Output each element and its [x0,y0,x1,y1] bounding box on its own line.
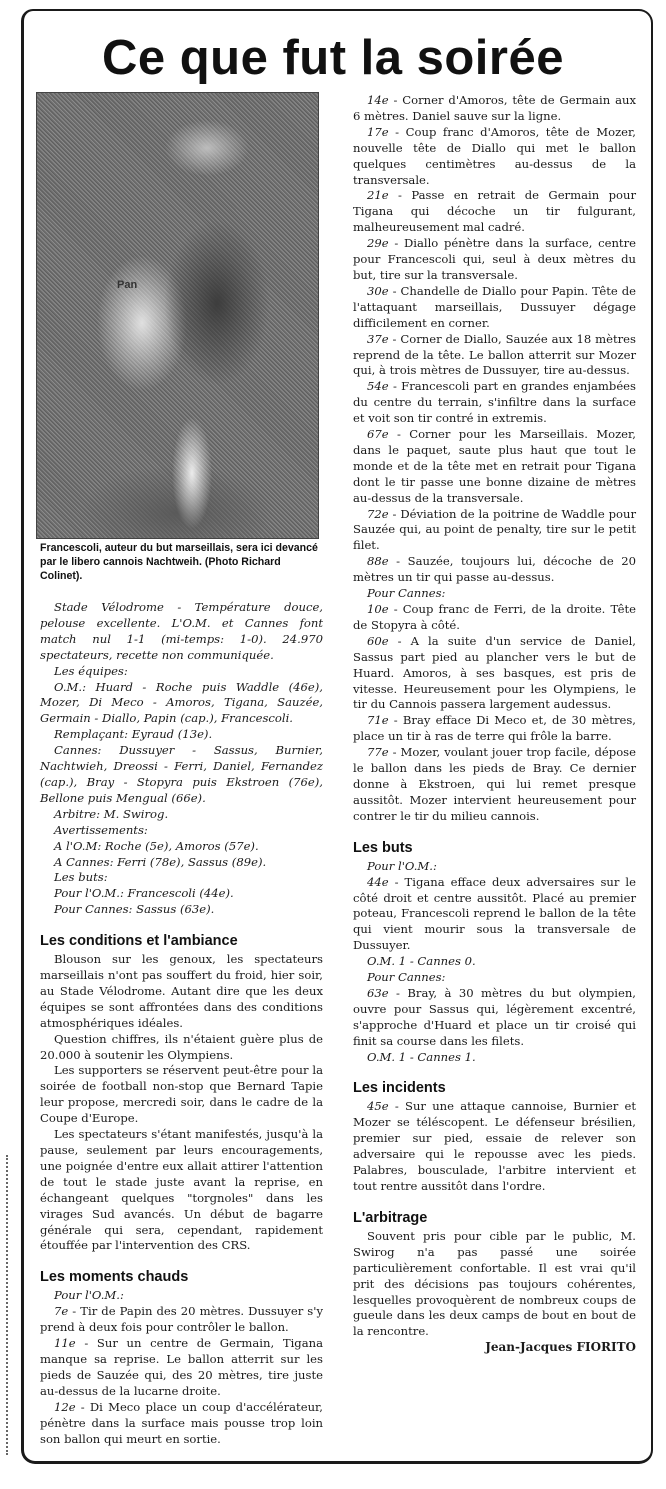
teams-label: Les équipes: [54,663,128,678]
event-item: 21e - Passe en retrait de Germain pour Tigana qui décoche un tir fulgurant, malheureusement mal cadré. [353,188,636,235]
section-title-hot-moments: Les moments chauds [40,1269,189,1286]
event-item: 7e - Tir de Papin des 20 mètres. Dussuyer s'y prend à deux fois pour contrôler le ballon. [40,1304,323,1335]
goals-om: Pour l'O.M.: Francescoli (44e). [54,886,234,901]
score-line: O.M. 1 - Cannes 1. [367,1049,476,1064]
om-substitute: Remplaçant: Eyraud (13e). [54,727,213,742]
conditions-paragraph: Blouson sur les genoux, les spectateurs marseillais n'ont pas souffert du froid, hier soir, au Stade Vélodrome. Autant dire que les deux équipes se sont affrontées dans des conditions atmosphériques idéales. [40,952,323,1030]
hot-moments-cannes-label: Pour Cannes: [367,586,446,601]
warnings-om: A l'O.M: Roche (5e), Amoros (57e). [54,838,259,853]
conditions-paragraph: Les supporters se réservent peut-être pour la soirée de football non-stop que Bernard Tapie leur propose, mercredi soir, dans le cadre de la Coupe d'Europe. [40,1063,323,1126]
referee-line: Arbitre: M. Swirog. [54,806,169,821]
warnings-label: Avertissements: [54,822,148,837]
section-title-goals: Les buts [353,839,413,856]
photo-caption: Francescoli, auteur du but marseillais, sera ici devancé par le libero cannois Nachtweih. (Photo Richard Colinet). [40,542,318,582]
left-column [40,600,323,1447]
om-lineup: O.M.: Huard - Roche puis Waddle (46e), Mozer, Di Meco - Amoros, Tigana, Sauzée, Germain - Diallo, Papin (cap.), Francescoli. [40,679,323,726]
refereeing-paragraph: Souvent pris pour cible par le public, M. Swirog n'a pas passé une soirée particulièrement confortable. Il est vrai qu'il prit des décisions pas toujours cohérentes, lesquelles provoquèrent de nombreux coups de gueule dans les deux camps de bout en bout de la rencontre. [353,1228,636,1339]
goal-item: 44e - Tigana efface deux adversaires sur le côté droit et centre aussitôt. Placé au premier poteau, Francescoli reprend le ballon de la tête qui vient mourir sous la transversale de Dussuyer. [353,874,636,953]
cannes-lineup: Cannes: Dussuyer - Sassus, Burnier, Nachtwieh, Dreossi - Ferri, Daniel, Fernandez (cap.), Bray - Stopyra puis Ekstroen (76e), Bellone puis Mengual (66e). [40,743,323,805]
scan-margin-dots [6,1155,10,1455]
conditions-paragraph: Question chiffres, ils n'étaient guère plus de 20.000 à soutenir les Olympiens. [40,1031,323,1062]
event-item: 88e - Sauzée, toujours lui, décoche de 20 mètres un tir qui passe au-dessus. [353,554,636,585]
goal-item: 63e - Bray, à 30 mètres du but olympien, ouvre pour Sassus qui, légèrement excentré, s'approche d'Huard et place un tir croisé qui finit sa course dans les filets. [353,985,636,1048]
warnings-cannes: A Cannes: Ferri (78e), Sassus (89e). [54,854,267,869]
event-item: 12e - Di Meco place un coup d'accélérateur, pénètre dans la surface mais pousse trop loin son ballon qui meurt en sortie. [40,1399,323,1446]
goals-om-label: Pour l'O.M.: [367,858,437,873]
section-title-incidents: Les incidents [353,1080,446,1097]
jersey-sponsor-text: Pan [117,279,138,291]
section-title-conditions: Les conditions et l'ambiance [40,933,238,950]
section-title-refereeing: L'arbitrage [353,1209,428,1226]
match-sheet [40,600,323,918]
match-photo [36,92,319,539]
event-item: 67e - Corner pour les Marseillais. Mozer, dans le paquet, saute plus haut que tout le monde et de la tête met en retrait pour Tigana dont le tir passe une bonne dizaine de mètres au-dessus de la transversale. [353,427,636,505]
goals-label: Les buts: [54,870,108,885]
event-item: 60e - A la suite d'un service de Daniel, Sassus part pied au plancher vers le but de Huard. Amoros, à ses basques, est pris de vitesse. Heureusement pour les Olympiens, le tir du Cannois passera largement audessus. [353,633,636,712]
match-intro: Stade Vélodrome - Température douce, pelouse excellente. L'O.M. et Cannes font match nul 1-1 (mi-temps: 1-0). 24.970 spectateurs, recette non communiquée. [40,600,323,662]
event-item: 71e - Bray efface Di Meco et, de 30 mètres, place un tir à ras de terre qui frôle la barre. [353,713,636,744]
byline: Jean-Jacques FIORITO [485,1340,636,1355]
event-item: 37e - Corner de Diallo, Sauzée aux 18 mètres reprend de la tête. Le ballon atterrit sur Mozer qui, à trois mètres de Dussuyer, tire au-dessus. [353,331,636,378]
article-headline: Ce que fut la soirée [101,31,564,85]
score-line: O.M. 1 - Cannes 0. [367,954,476,969]
hot-moments-om-label: Pour l'O.M.: [54,1288,124,1303]
event-item: 72e - Déviation de la poitrine de Waddle pour Sauzée qui, au point de penalty, tire sur le petit filet. [353,506,636,553]
right-column [353,93,636,1356]
incident-item: 45e - Sur une attaque cannoise, Burnier et Mozer se téléscopent. Le défenseur brésilien, premier sur pied, essaie de relever son adversaire qui le repousse avec les pieds. Palabres, bousculade, l'arbitre intervient et tout rentre aussitôt dans l'ordre. [353,1099,636,1193]
event-item: 17e - Coup franc d'Amoros, tête de Mozer, nouvelle tête de Diallo qui met le ballon quelques centimètres au-dessus de la transversale. [353,124,636,187]
event-item: 14e - Corner d'Amoros, tête de Germain aux 6 mètres. Daniel sauve sur la ligne. [353,93,636,123]
conditions-paragraph: Les spectateurs s'étant manifestés, jusqu'à la pause, seulement par leurs encouragements, une poignée d'entre eux allait attirer l'attention de tout le stade juste avant la reprise, en échangeant quelques "torgnoles" dans les virages Sud avancés. Un début de bagarre générale qui sera, cependant, rapidement étouffée par l'intervention des CRS. [40,1127,323,1253]
event-item: 77e - Mozer, voulant jouer trop facile, dépose le ballon dans les pieds de Bray. Ce dernier donne à Ekstroen, qui lui remet presque aussitôt. Mozer intervient heureusement pour contrer le tir du milieu cannois. [353,745,636,823]
goals-cannes-label: Pour Cannes: [367,970,446,985]
event-item: 54e - Francescoli part en grandes enjambées du centre du terrain, s'infiltre dans la surface et voit son tir contré in extremis. [353,379,636,426]
event-item: 10e - Coup franc de Ferri, de la droite. Tête de Stopyra à côté. [353,602,636,632]
event-item: 11e - Sur un centre de Germain, Tigana manque sa reprise. Le ballon atterrit sur les pieds de Sauzée qui, des 20 mètres, tire juste au-dessus de la lucarne droite. [40,1336,323,1398]
event-item: 30e - Chandelle de Diallo pour Papin. Tête de l'attaquant marseillais, Dussuyer dégage difficilement en corner. [353,283,636,330]
event-item: 29e - Diallo pénètre dans la surface, centre pour Francescoli qui, seul à deux mètres du but, tire sur la transversale. [353,236,636,282]
goals-cannes: Pour Cannes: Sassus (63e). [54,902,215,917]
